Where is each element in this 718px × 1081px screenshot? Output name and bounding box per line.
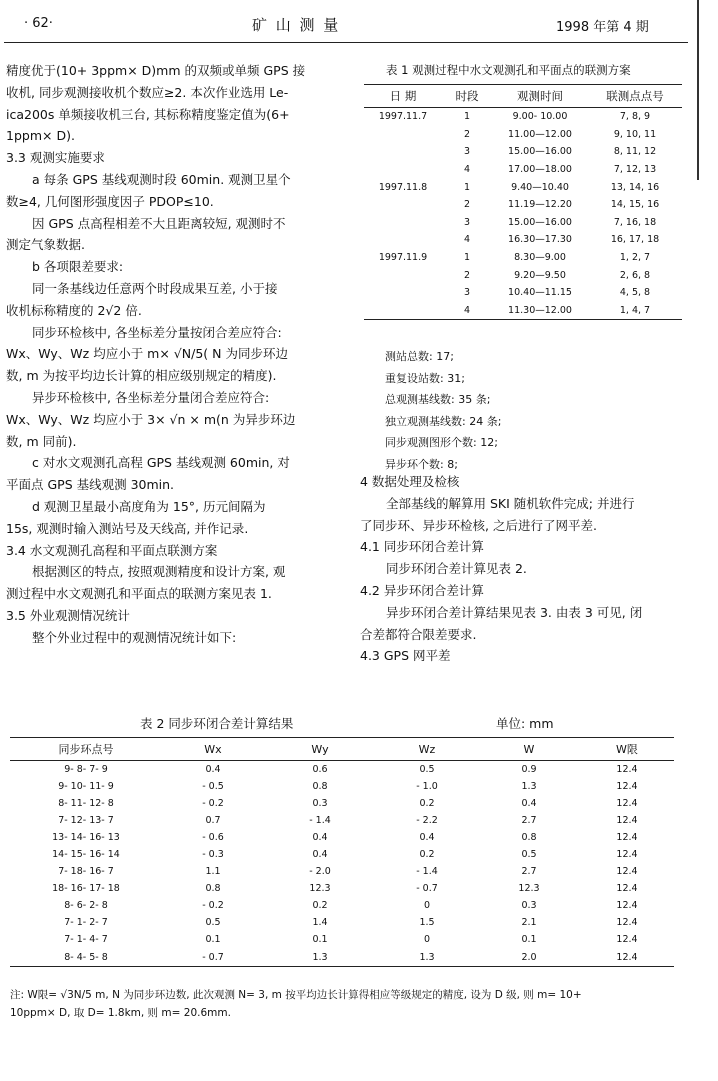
table2-row <box>10 863 674 880</box>
stat-item: 总观测基线数: 35 条; <box>385 393 491 406</box>
journal-title: 矿 山 测 量 <box>252 16 341 34</box>
table2-cell: 1.3 <box>419 951 435 963</box>
table1-cell: 4, 5, 8 <box>619 287 651 299</box>
left-column-line: a 每条 GPS 基线观测时段 60min. 观测卫星个 <box>32 171 291 187</box>
table2-row <box>10 829 674 846</box>
table1-cell: 15.00—16.00 <box>508 216 572 228</box>
table1-cell: 2 <box>463 199 471 211</box>
table1-cell: 1997.11.9 <box>378 252 428 264</box>
table1-cell: 11.30—12.00 <box>508 304 572 316</box>
table2-cell: - 0.2 <box>202 900 224 912</box>
table2-cell: 12.4 <box>616 798 638 810</box>
table1-cell: 14, 15, 16 <box>610 199 660 211</box>
table2-cell: 12.4 <box>616 934 638 946</box>
stat-item: 异步环个数: 8; <box>385 457 458 471</box>
table2-header: Wy <box>311 742 329 756</box>
left-column-line: 3.4 水文观测孔高程和平面点联测方案 <box>6 542 218 558</box>
table1-row <box>364 249 682 267</box>
left-column-line: 同一条基线边任意两个时段成果互差, 小于接 <box>32 280 278 296</box>
left-column-line: 异步环检核中, 各坐标差分量闭合差应符合: <box>32 389 270 405</box>
table1-cell: 3 <box>463 287 471 299</box>
table1-cell: 7, 8, 9 <box>619 111 651 123</box>
header-rule <box>4 42 688 43</box>
table1-cell: 11.00—12.00 <box>508 128 572 140</box>
table2-cell: 0.4 <box>521 798 537 810</box>
left-column-line: d 观测卫星最小高度角为 15°, 历元间隔为 <box>32 498 266 514</box>
table2-caption: 表 2 同步环闭合差计算结果 <box>140 716 294 731</box>
table2-cell: 12.4 <box>616 781 638 793</box>
left-column-line: 同步环检核中, 各坐标差分量按闭合差应符合: <box>32 324 282 340</box>
table2-cell: - 1.4 <box>416 866 438 878</box>
table1-cell: 16, 17, 18 <box>610 234 660 246</box>
table2-cell: 14- 15- 16- 14 <box>52 849 120 861</box>
table2 <box>10 737 674 967</box>
table1-row <box>364 108 682 126</box>
table1-cell: 13, 14, 16 <box>610 181 660 193</box>
right-column-line: 全部基线的解算用 SKI 随机软件完成; 并进行 <box>386 495 635 511</box>
table2-cell: 12.4 <box>616 951 638 963</box>
table1-cell: 2 <box>463 128 471 140</box>
table2-cell: 8- 6- 2- 8 <box>64 900 108 912</box>
left-column-line: 测过程中水文观测孔和平面点的联测方案见表 1. <box>6 586 272 602</box>
table2-header: Wz <box>418 742 436 756</box>
table1-cell: 1997.11.7 <box>378 111 428 123</box>
table2-cell: 7- 1- 4- 7 <box>64 934 108 946</box>
table1-header: 观测时间 <box>517 89 563 103</box>
table2-cell: 0.7 <box>205 815 221 827</box>
table2-cell: - 0.3 <box>202 849 224 861</box>
left-column-line: 精度优于(10+ 3ppm× D)mm 的双频或单频 GPS 接 <box>6 63 306 78</box>
table2-cell: 0.4 <box>312 832 328 844</box>
table2-cell: 12.4 <box>616 832 638 844</box>
table2-cell: 0.4 <box>312 849 328 861</box>
table2-cell: 1.1 <box>205 866 221 878</box>
left-column-line: 1ppm× D). <box>6 128 75 144</box>
table2-row <box>10 761 674 779</box>
table1-cell: 9.40—10.40 <box>511 181 569 193</box>
table1-cell: 7, 12, 13 <box>613 164 657 176</box>
table2-cell: 12.4 <box>616 866 638 878</box>
table2-cell: 2.7 <box>521 866 537 878</box>
table2-cell: 7- 1- 2- 7 <box>64 917 108 929</box>
table2-row <box>10 880 674 897</box>
table2-row <box>10 931 674 948</box>
table1-caption: 表 1 观测过程中水文观测孔和平面点的联测方案 <box>386 63 631 77</box>
table1-cell: 9, 10, 11 <box>613 128 657 140</box>
table1-cell <box>364 143 442 161</box>
table2-header-row <box>10 738 674 761</box>
table1-row <box>364 178 682 196</box>
right-column-line: 异步环闭合差计算结果见表 3. 由表 3 可见, 闭 <box>386 604 643 620</box>
left-column-line: 3.3 观测实施要求 <box>6 150 105 166</box>
right-column-line: 4.3 GPS 网平差 <box>360 648 451 664</box>
table1-row <box>364 161 682 179</box>
table1-cell: 2 <box>463 269 471 281</box>
table2-row <box>10 812 674 829</box>
right-column-line: 合差都符合限差要求. <box>360 626 477 642</box>
table1-header-row <box>364 85 682 108</box>
table2-cell: 12.3 <box>518 883 540 895</box>
table2-row <box>10 897 674 914</box>
table1-cell <box>364 231 442 249</box>
left-column-line: b 各项限差要求: <box>32 259 124 275</box>
left-column-line: Wx、Wy、Wz 均应小于 3× √n × m(n 为异步环边 <box>6 411 296 427</box>
table1-cell: 2, 6, 8 <box>619 269 651 281</box>
note-line-1: 注: W限= √3N/5 m, N 为同步环边数, 此次观测 N= 3, m 按平均边长计算得相应等级规定的精度, 设为 D 级, 则 m= 10+ <box>10 989 582 1001</box>
observation-stats <box>385 346 501 475</box>
left-column-line: 收机, 同步观测接收机个数应≥2. 本次作业选用 Le- <box>6 84 289 100</box>
table1-cell: 1 <box>463 252 471 264</box>
table2-cell: 18- 16- 17- 18 <box>52 883 120 895</box>
table2-cell: 1.5 <box>419 917 435 929</box>
stat-item: 同步观测图形个数: 12; <box>385 436 498 449</box>
table2-cell: 0 <box>423 900 431 912</box>
table1-cell <box>364 302 442 320</box>
table2-unit: 单位: mm <box>496 716 554 731</box>
stat-item: 独立观测基线数: 24 条; <box>385 414 502 428</box>
table2-cell: 1.4 <box>312 917 328 929</box>
table2-cell: - 0.5 <box>202 781 224 793</box>
table1-cell <box>364 266 442 284</box>
table1-header: 时段 <box>455 89 479 103</box>
table2-header: W <box>523 742 535 756</box>
table2-cell: - 0.7 <box>202 951 224 963</box>
left-column-line: c 对水文观测孔高程 GPS 基线观测 60min, 对 <box>32 455 290 471</box>
table1-cell: 4 <box>463 304 471 316</box>
table2-row <box>10 778 674 795</box>
table1-row <box>364 196 682 214</box>
right-column-line: 同步环闭合差计算见表 2. <box>386 561 527 577</box>
table2-note <box>10 986 690 1022</box>
right-column-line: 了同步环、异步环检核, 之后进行了网平差. <box>360 517 597 533</box>
table1-cell: 1 <box>463 111 471 123</box>
left-column-line: 15s, 观测时输入测站号及天线高, 并作记录. <box>6 520 249 536</box>
table1-row <box>364 143 682 161</box>
right-column-line: 4.1 同步环闭合差计算 <box>360 539 484 555</box>
table2-cell: 0.1 <box>205 934 221 946</box>
table2-cell: - 0.6 <box>202 832 224 844</box>
table2-header: 同步环点号 <box>58 743 114 756</box>
table1-cell: 1 <box>463 181 471 193</box>
table2-cell: - 2.0 <box>309 866 331 878</box>
table2-cell: 12.4 <box>616 815 638 827</box>
table1-cell: 7, 16, 18 <box>613 216 657 228</box>
table2-cell: 13- 14- 16- 13 <box>52 832 120 844</box>
table1-cell <box>364 161 442 179</box>
table1-cell: 8.30—9.00 <box>514 252 566 264</box>
table1-row <box>364 266 682 284</box>
table2-cell: 0.5 <box>521 849 537 861</box>
left-column <box>6 60 340 649</box>
table2-cell: 0.1 <box>521 934 537 946</box>
table1-cell <box>364 126 442 144</box>
note-line-2: 10ppm× D, 取 D= 1.8km, 则 m= 20.6mm. <box>10 1007 231 1019</box>
table2-cell: 8- 11- 12- 8 <box>58 798 114 810</box>
table2-cell: 0.2 <box>419 849 435 861</box>
table2-row <box>10 846 674 863</box>
left-column-line: Wx、Wy、Wz 均应小于 m× √N/5( N 为同步环边 <box>6 346 288 362</box>
table2-cell: 12.3 <box>309 883 331 895</box>
table2-cell: 0.8 <box>312 781 328 793</box>
stat-item: 重复设站数: 31; <box>385 371 465 385</box>
table1-row <box>364 214 682 232</box>
table2-cell: 1.3 <box>312 951 328 963</box>
table2-cell: 9- 8- 7- 9 <box>64 764 108 776</box>
left-column-line: 数, m 同前). <box>6 433 77 449</box>
right-column-line: 4.2 异步环闭合差计算 <box>360 582 484 598</box>
table1-row <box>364 284 682 302</box>
table1-cell: 10.40—11.15 <box>508 287 572 299</box>
table2-cell: 0.4 <box>419 832 435 844</box>
table1-row <box>364 302 682 320</box>
left-column-line: 收机标称精度的 2√2 倍. <box>6 302 142 318</box>
table2-cell: 2.0 <box>521 951 537 963</box>
table2-cell: 1.3 <box>521 781 537 793</box>
table2-cell: - 0.2 <box>202 798 224 810</box>
table1 <box>364 84 682 320</box>
table1-cell: 8, 11, 12 <box>613 146 657 158</box>
table1-cell: 15.00—16.00 <box>508 146 572 158</box>
table1-cell: 11.19—12.20 <box>508 199 572 211</box>
table2-cell: 12.4 <box>616 917 638 929</box>
issue-label: 1998 年第 4 期 <box>556 20 649 35</box>
table1-cell: 1997.11.8 <box>378 181 428 193</box>
left-column-line: ica200s 单频接收机三台, 其标称精度鉴定值为(6+ <box>6 106 290 122</box>
table2-cell: 0.3 <box>521 900 537 912</box>
table2-cell: 0.8 <box>521 832 537 844</box>
table2-cell: 0.4 <box>205 764 221 776</box>
table2-cell: 0.1 <box>312 934 328 946</box>
table1-row <box>364 126 682 144</box>
table2-cell: 0.9 <box>521 764 537 776</box>
table1-cell: 4 <box>463 164 471 176</box>
table2-cell: 0.3 <box>312 798 328 810</box>
table2-cell: 0.6 <box>312 764 328 776</box>
table2-cell: - 0.7 <box>416 883 438 895</box>
table2-cell: 9- 10- 11- 9 <box>58 781 114 793</box>
table2-cell: 0.2 <box>419 798 435 810</box>
left-column-line: 整个外业过程中的观测情况统计如下: <box>32 629 237 645</box>
table1-cell: 1, 2, 7 <box>619 252 651 264</box>
table2-header: W限 <box>616 743 638 756</box>
right-column <box>360 471 690 667</box>
table2-row <box>10 949 674 967</box>
left-column-line: 3.5 外业观测情况统计 <box>6 607 130 623</box>
table2-cell: - 1.0 <box>416 781 438 793</box>
table1-cell: 3 <box>463 216 471 228</box>
left-column-line: 数≥4, 几何图形强度因子 PDOP≤10. <box>6 193 214 209</box>
table2-cell: 8- 4- 5- 8 <box>64 951 108 963</box>
table2-cell: 12.4 <box>616 764 638 776</box>
table1-cell <box>364 196 442 214</box>
table2-cell: 0.2 <box>312 900 328 912</box>
left-column-line: 测定气象数据. <box>6 237 85 253</box>
table2-header: Wx <box>204 742 222 756</box>
table1-header: 日 期 <box>389 89 417 103</box>
table2-row <box>10 914 674 931</box>
left-column-line: 数, m 为按平均边长计算的相应级别规定的精度). <box>6 368 277 384</box>
left-column-line: 根据测区的特点, 按照观测精度和设计方案, 观 <box>32 564 286 580</box>
table2-cell: 0 <box>423 934 431 946</box>
table1-cell: 17.00—18.00 <box>508 164 572 176</box>
table1-cell: 1, 4, 7 <box>619 304 651 316</box>
left-column-line: 平面点 GPS 基线观测 30min. <box>6 477 175 493</box>
table2-cell: 12.4 <box>616 849 638 861</box>
table1-cell <box>364 284 442 302</box>
table1-cell <box>364 214 442 232</box>
table1-cell: 3 <box>463 146 471 158</box>
table2-cell: 2.1 <box>521 917 537 929</box>
table2-cell: - 1.4 <box>309 815 331 827</box>
table1-row <box>364 231 682 249</box>
table2-cell: 7- 18- 16- 7 <box>58 866 114 878</box>
left-column-line: 因 GPS 点高程相差不大且距离较短, 观测时不 <box>32 215 286 231</box>
stat-item: 测站总数: 17; <box>385 350 454 363</box>
table1-cell: 9.20—9.50 <box>514 269 566 281</box>
table1-cell: 4 <box>463 234 471 246</box>
table1-header: 联测点点号 <box>606 89 664 103</box>
page-number: · 62· <box>24 16 53 31</box>
table1-cell: 16.30—17.30 <box>508 234 572 246</box>
table2-cell: 0.8 <box>205 883 221 895</box>
table2-cell: 2.7 <box>521 815 537 827</box>
table1-cell: 9.00- 10.00 <box>512 111 568 123</box>
table2-cell: 12.4 <box>616 883 638 895</box>
table2-row <box>10 795 674 812</box>
table2-cell: 12.4 <box>616 900 638 912</box>
table2-cell: - 2.2 <box>416 815 438 827</box>
table2-cell: 0.5 <box>419 764 435 776</box>
table2-cell: 0.5 <box>205 917 221 929</box>
right-column-line: 4 数据处理及检核 <box>360 474 460 489</box>
table2-cell: 7- 12- 13- 7 <box>58 815 114 827</box>
margin-rule <box>697 0 699 180</box>
